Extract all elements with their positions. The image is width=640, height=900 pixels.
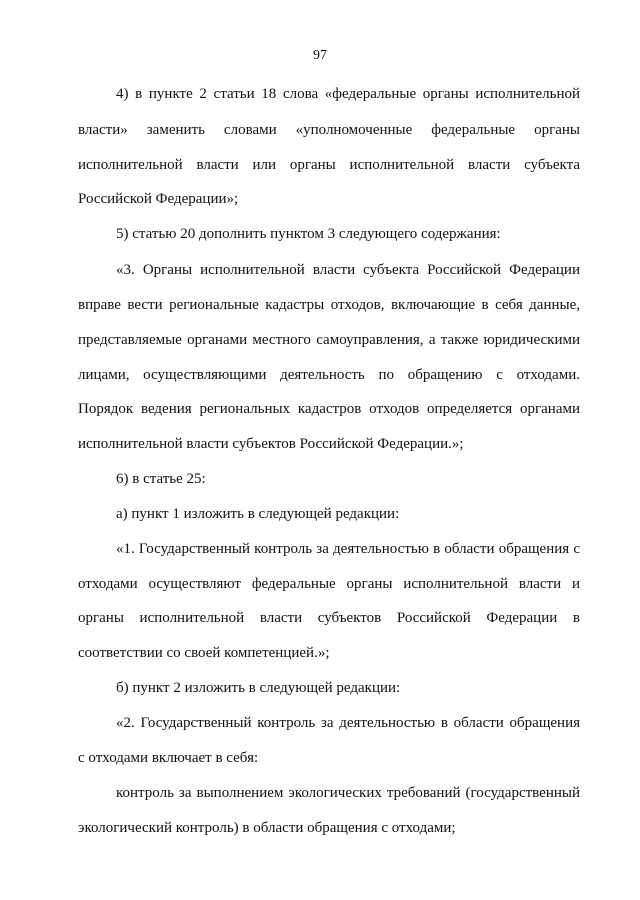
- text-line: контроль за выполнением экологических требований (государственный: [116, 785, 580, 801]
- text-line: 6) в статье 25:: [116, 471, 206, 487]
- text-line: соответствии со своей компетенцией.»;: [78, 645, 330, 661]
- text-line: а) пункт 1 изложить в следующей редакции:: [116, 506, 400, 522]
- text-line: лицами, осуществляющими деятельность по обращению с отходами.: [78, 367, 580, 383]
- text-line: экологический контроль) в области обращения с отходами;: [78, 820, 456, 836]
- text-line: «1. Государственный контроль за деятельностью в области обращения с: [116, 541, 580, 557]
- text-line: с отходами включает в себя:: [78, 750, 259, 766]
- text-line: исполнительной власти субъектов Российской Федерации.»;: [78, 436, 464, 452]
- text-line: представляемые органами местного самоуправления, а также юридическими: [78, 332, 580, 348]
- text-line: 5) статью 20 дополнить пунктом 3 следующего содержания:: [116, 226, 501, 242]
- text-line: б) пункт 2 изложить в следующей редакции:: [116, 680, 401, 696]
- text-line: вправе вести региональные кадастры отходов, включающие в себя данные,: [78, 297, 580, 313]
- text-line: отходами осуществляют федеральные органы исполнительной власти и: [78, 576, 580, 592]
- text-line: органы исполнительной власти субъектов Российской Федерации в: [78, 610, 580, 626]
- text-line: Российской Федерации»;: [78, 191, 239, 207]
- page-number: 97: [313, 48, 327, 63]
- text-line: исполнительной власти или органы исполнительной власти субъекта: [78, 157, 580, 173]
- text-line: Порядок ведения региональных кадастров отходов определяется органами: [78, 401, 580, 417]
- text-line: 4) в пункте 2 статьи 18 слова «федеральные органы исполнительной: [116, 86, 580, 102]
- text-line: власти» заменить словами «уполномоченные федеральные органы: [78, 122, 580, 138]
- text-line: «3. Органы исполнительной власти субъекта Российской Федерации: [116, 262, 580, 278]
- text-line: «2. Государственный контроль за деятельностью в области обращения: [116, 715, 580, 731]
